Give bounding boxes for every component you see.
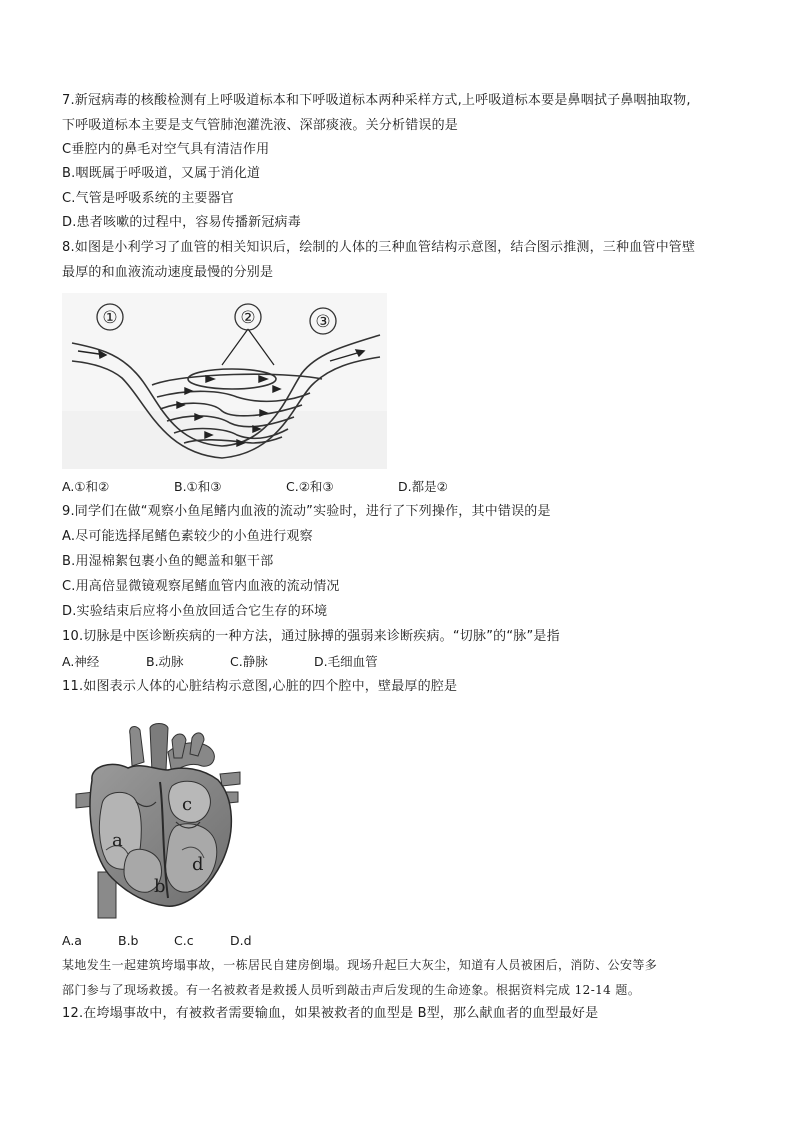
q9-option-c: C.用高倍显微镜观察尾鳍血管内血液的流动情况 <box>62 579 340 594</box>
q11-option-b: B.b <box>118 933 139 948</box>
heart-label-c: c <box>182 794 193 815</box>
q8-option-a: A.①和② <box>62 479 110 494</box>
vessel-label-1: ① <box>102 308 118 328</box>
q8-options <box>62 478 448 496</box>
q7-option-c: C.气管是呼吸系统的主要器官 <box>62 191 235 206</box>
q11-option-d: D.d <box>230 933 252 948</box>
q7-stem-line2: 下呼吸道标本主要是支气管肺泡灌洗液、深部痰液。关分析错误的是 <box>62 118 459 133</box>
heart-diagram <box>72 722 244 922</box>
q7-option-b: B.咽既属于呼吸道，又属于消化道 <box>62 166 261 181</box>
q9-stem: 9.同学们在做“观察小鱼尾鳍内血液的流动”实验时，进行了下列操作，其中错误的是 <box>62 504 551 519</box>
q8-option-b: B.①和③ <box>174 479 222 494</box>
heart-label-a: a <box>112 830 123 851</box>
q10-option-c: C.静脉 <box>230 654 268 669</box>
q12-stem: 12.在垮塌事故中，有被救者需要输血，如果被救者的血型是 B型，那么献血者的血型最好是 <box>62 1006 599 1021</box>
q11-stem: 11.如图表示人体的心脏结构示意图,心脏的四个腔中，壁最厚的腔是 <box>62 679 458 694</box>
q8-option-c: C.②和③ <box>286 479 334 494</box>
q11-option-c: C.c <box>174 933 194 948</box>
q8-stem-line2: 最厚的和血液流动速度最慢的分别是 <box>62 265 274 280</box>
heart-label-b: b <box>154 876 166 897</box>
heart-label-d: d <box>192 854 204 875</box>
q10-option-a: A.神经 <box>62 654 100 669</box>
q8-stem-line1: 8.如图是小利学习了血管的相关知识后，绘制的人体的三种血管结构示意图，结合图示推测，三种血管中管壁 <box>62 240 696 255</box>
q7-option-a: C垂腔内的鼻毛对空气具有清洁作用 <box>62 142 270 157</box>
q7-stem-line1: 7.新冠病毒的核酸检测有上呼吸道标本和下呼吸道标本两种采样方式,上呼吸道标本要是鼻咽拭子鼻咽抽取物, <box>62 93 691 108</box>
vessel-label-3: ③ <box>315 312 331 332</box>
q11-options <box>62 932 252 950</box>
vessel-label-2: ② <box>240 308 256 328</box>
passage-line1: 某地发生一起建筑垮塌事故，一栋居民自建房倒塌。现场升起巨大灰尘，知道有人员被困后，消防、公安等多 <box>62 958 658 972</box>
q8-option-d: D.都是② <box>398 479 448 494</box>
q10-option-b: B.动脉 <box>146 654 184 669</box>
q10-stem: 10.切脉是中医诊断疾病的一种方法，通过脉搏的强弱来诊断疾病。“切脉”的“脉”是指 <box>62 629 560 644</box>
q9-option-b: B.用湿棉絮包裹小鱼的鳃盖和躯干部 <box>62 554 274 569</box>
q7-option-d: D.患者咳嗽的过程中，容易传播新冠病毒 <box>62 215 301 230</box>
blood-vessel-diagram <box>62 293 387 469</box>
q9-option-d: D.实验结束后应将小鱼放回适合它生存的环境 <box>62 604 328 619</box>
q9-option-a: A.尽可能选择尾鳍色素较少的小鱼进行观察 <box>62 529 313 544</box>
q10-option-d: D.毛细血管 <box>314 654 378 669</box>
q10-options <box>62 653 378 671</box>
q11-option-a: A.a <box>62 933 82 948</box>
passage-line2: 部门参与了现场救援。有一名被救者是救援人员听到敲击声后发现的生命迹象。根据资料完成 12-14 题。 <box>62 983 641 997</box>
